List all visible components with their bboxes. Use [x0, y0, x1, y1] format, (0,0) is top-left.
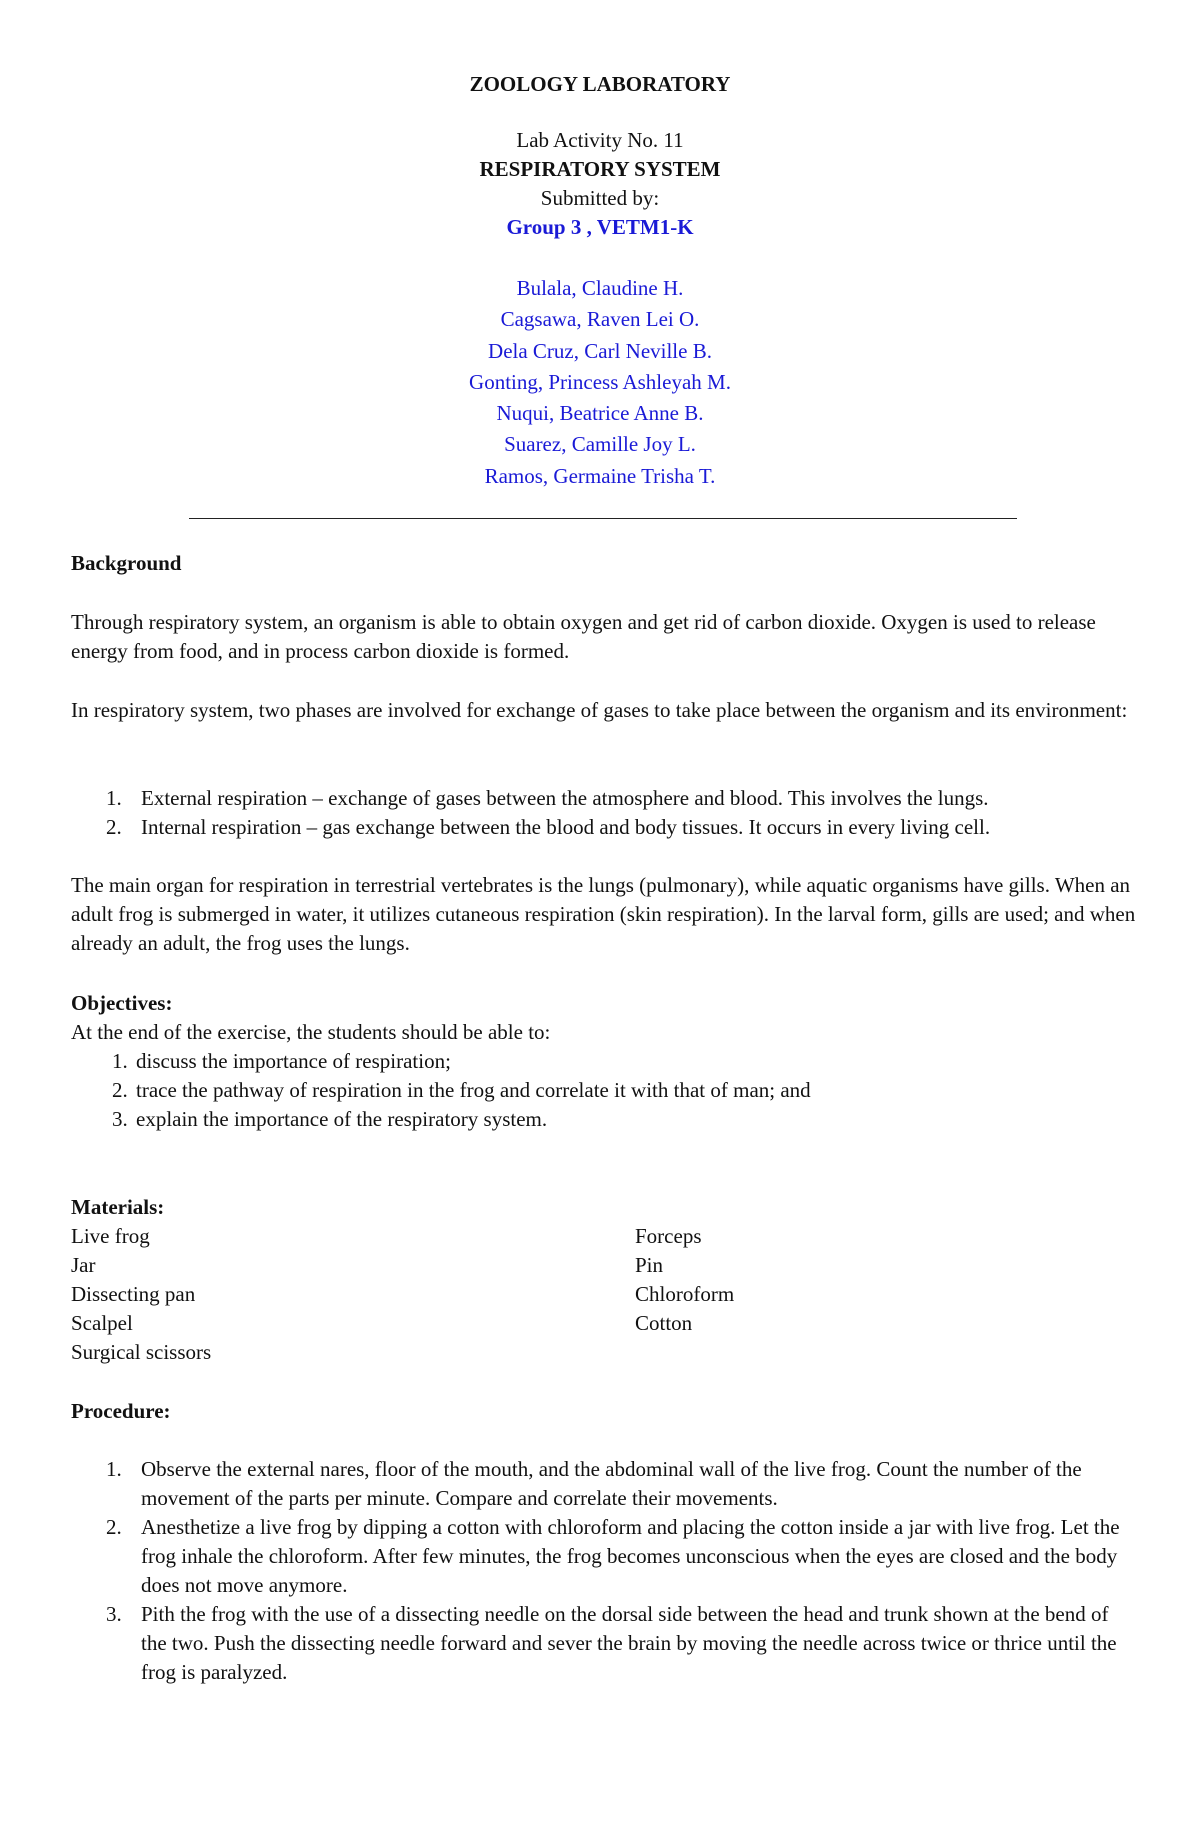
list-number: 1.	[112, 1049, 128, 1073]
list-number: 2.	[106, 1515, 122, 1539]
background-paragraph-3: The main organ for respiration in terrestrial vertebrates is the lungs (pulmonary), while aquatic organisms have gills. When an adult frog is submerged in water, it utilizes cutaneous respiration (skin respiration). In the larval form, gills are used; and when already an adult, the frog uses the lungs.	[71, 873, 1136, 955]
material-item: Cotton	[635, 1311, 693, 1335]
horizontal-divider	[189, 518, 1017, 519]
course-title: ZOOLOGY LABORATORY	[469, 72, 731, 96]
objectives-list	[71, 1047, 1136, 1134]
submitted-by-label: Submitted by:	[540, 186, 660, 210]
list-text: trace the pathway of respiration in the frog and correlate it with that of man; and	[136, 1078, 811, 1102]
phases-list	[71, 784, 1136, 842]
list-text: Anesthetize a live frog by dipping a cotton with chloroform and placing the cotton inside a jar with live frog. Let the frog inhale the chloroform. After few minutes, the frog becomes unconscious when the eyes are closed and the body does not move anymore.	[141, 1515, 1120, 1597]
material-item: Dissecting pan	[71, 1282, 196, 1306]
material-item: Pin	[635, 1253, 664, 1277]
list-text: Pith the frog with the use of a dissecting needle on the dorsal side between the head and trunk shown at the bend of the two. Push the dissecting needle forward and sever the brain by moving the needle across twice or thrice until the frog is paralyzed.	[141, 1602, 1117, 1684]
list-item	[71, 784, 1136, 813]
materials-list-left	[71, 1222, 571, 1367]
material-item: Live frog	[71, 1224, 150, 1248]
list-text: discuss the importance of respiration;	[136, 1049, 451, 1073]
list-number: 1.	[106, 786, 122, 810]
member-name: Dela Cruz, Carl Neville B.	[488, 338, 712, 363]
objectives-heading: Objectives:	[71, 991, 173, 1015]
list-item	[71, 1076, 1136, 1105]
materials-heading: Materials:	[71, 1195, 165, 1219]
list-number: 1.	[106, 1457, 122, 1481]
list-item	[71, 813, 1136, 842]
list-number: 2.	[106, 815, 122, 839]
list-text: Internal respiration – gas exchange between the blood and body tissues. It occurs in every living cell.	[141, 815, 991, 839]
material-item: Scalpel	[71, 1311, 133, 1335]
list-text: External respiration – exchange of gases between the atmosphere and blood. This involves the lungs.	[141, 786, 989, 810]
material-item: Surgical scissors	[71, 1340, 212, 1364]
material-item: Forceps	[635, 1224, 702, 1248]
material-item: Jar	[71, 1253, 96, 1277]
list-number: 2.	[112, 1078, 128, 1102]
member-name: Gonting, Princess Ashleyah M.	[469, 369, 731, 394]
member-list	[0, 273, 1200, 492]
list-item	[71, 1105, 1136, 1134]
list-item	[71, 1047, 1136, 1076]
procedure-list	[71, 1455, 1136, 1687]
background-paragraph-2: In respiratory system, two phases are involved for exchange of gases to take place between the organism and its environment:	[71, 698, 1128, 722]
list-item	[71, 1455, 1136, 1513]
list-item	[71, 1600, 1136, 1687]
objectives-intro: At the end of the exercise, the students should be able to:	[71, 1020, 551, 1044]
list-number: 3.	[112, 1107, 128, 1131]
member-name: Bulala, Claudine H.	[516, 276, 684, 300]
member-name: Cagsawa, Raven Lei O.	[500, 307, 700, 332]
member-name: Ramos, Germaine Trisha T.	[484, 463, 716, 488]
materials-list-right	[635, 1222, 1035, 1338]
member-name: Nuqui, Beatrice Anne B.	[496, 401, 704, 426]
list-text: Observe the external nares, floor of the mouth, and the abdominal wall of the live frog. Count the number of the movement of the parts per minute. Compare and correlate their movements.	[141, 1457, 1082, 1510]
background-heading: Background	[71, 551, 182, 575]
member-name: Suarez, Camille Joy L.	[504, 432, 696, 457]
list-text: explain the importance of the respiratory system.	[136, 1107, 548, 1131]
group-label: Group 3 , VETM1-K	[506, 215, 694, 239]
activity-number: Lab Activity No. 11	[516, 128, 684, 152]
activity-topic: RESPIRATORY SYSTEM	[479, 157, 721, 181]
activity-header	[0, 126, 1200, 242]
list-number: 3.	[106, 1602, 122, 1626]
procedure-heading: Procedure:	[71, 1399, 171, 1423]
list-item	[71, 1513, 1136, 1600]
material-item: Chloroform	[635, 1282, 735, 1306]
background-paragraph-1: Through respiratory system, an organism is able to obtain oxygen and get rid of carbon dioxide. Oxygen is used to release energy from food, and in process carbon dioxide is formed.	[71, 610, 1096, 663]
